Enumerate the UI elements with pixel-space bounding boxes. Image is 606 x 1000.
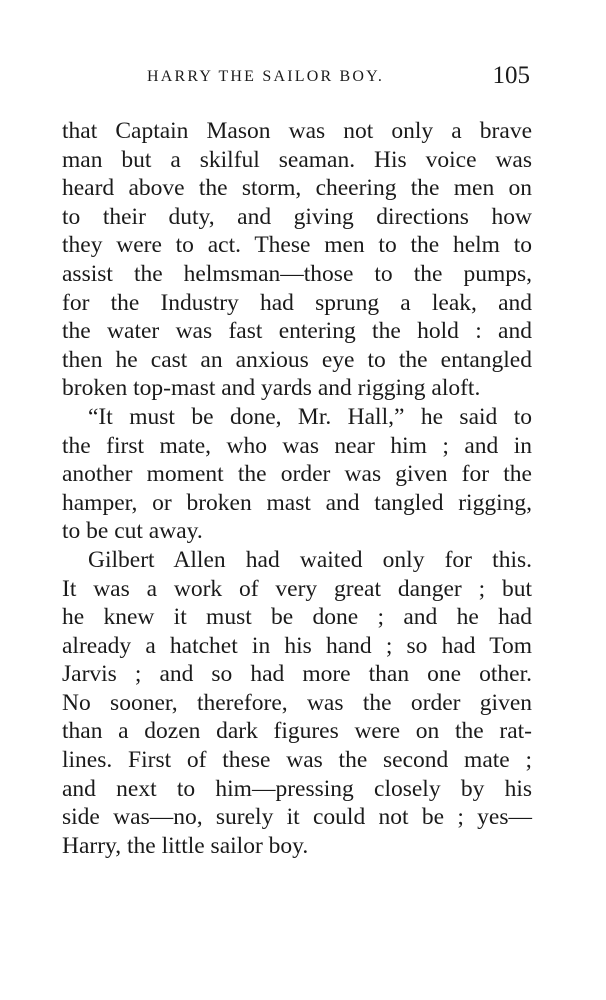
text-line: hamper, or broken mast and tangled rigging, [62, 489, 532, 516]
text-line: he knew it must be done ; and he had [62, 604, 532, 631]
text-line: the first mate, who was near him ; and in [62, 432, 532, 459]
running-title: HARRY THE SAILOR BOY. [147, 68, 385, 85]
text-line: No sooner, therefore, was the order given [62, 689, 532, 716]
text-line: heard above the storm, cheering the men on [62, 175, 532, 202]
text-line: the water was fast entering the hold : and [62, 318, 532, 345]
text-line: Gilbert Allen had waited only for this. [88, 546, 532, 573]
text-line: man but a skilful seaman. His voice was [62, 146, 532, 173]
text-line: “It must be done, Mr. Hall,” he said to [88, 403, 532, 430]
text-line: It was a work of very great danger ; but [62, 575, 532, 602]
text-line: to their duty, and giving directions how [62, 203, 532, 230]
text-line: broken top-mast and yards and rigging aloft. [62, 375, 481, 402]
text-line: Jarvis ; and so had more than one other. [62, 661, 532, 688]
text-line: and next to him—pressing closely by his [62, 775, 532, 802]
text-line: lines. First of these was the second mate ; [62, 747, 532, 774]
text-line: then he cast an anxious eye to the entangled [62, 346, 532, 373]
page-number: 105 [492, 62, 530, 89]
text-line: than a dozen dark figures were on the rat- [62, 718, 532, 745]
text-line: Harry, the little sailor boy. [62, 832, 309, 859]
text-line: side was—no, surely it could not be ; yes— [62, 804, 532, 831]
text-line: another moment the order was given for the [62, 461, 532, 488]
text-line: for the Industry had sprung a leak, and [62, 289, 532, 316]
text-line: to be cut away. [62, 518, 203, 545]
running-head [62, 62, 532, 92]
body-text [62, 117, 532, 860]
text-line: already a hatchet in his hand ; so had Tom [62, 632, 532, 659]
text-line: they were to act. These men to the helm to [62, 232, 532, 259]
text-line: assist the helmsman—those to the pumps, [62, 260, 532, 287]
text-line: that Captain Mason was not only a brave [62, 118, 532, 144]
